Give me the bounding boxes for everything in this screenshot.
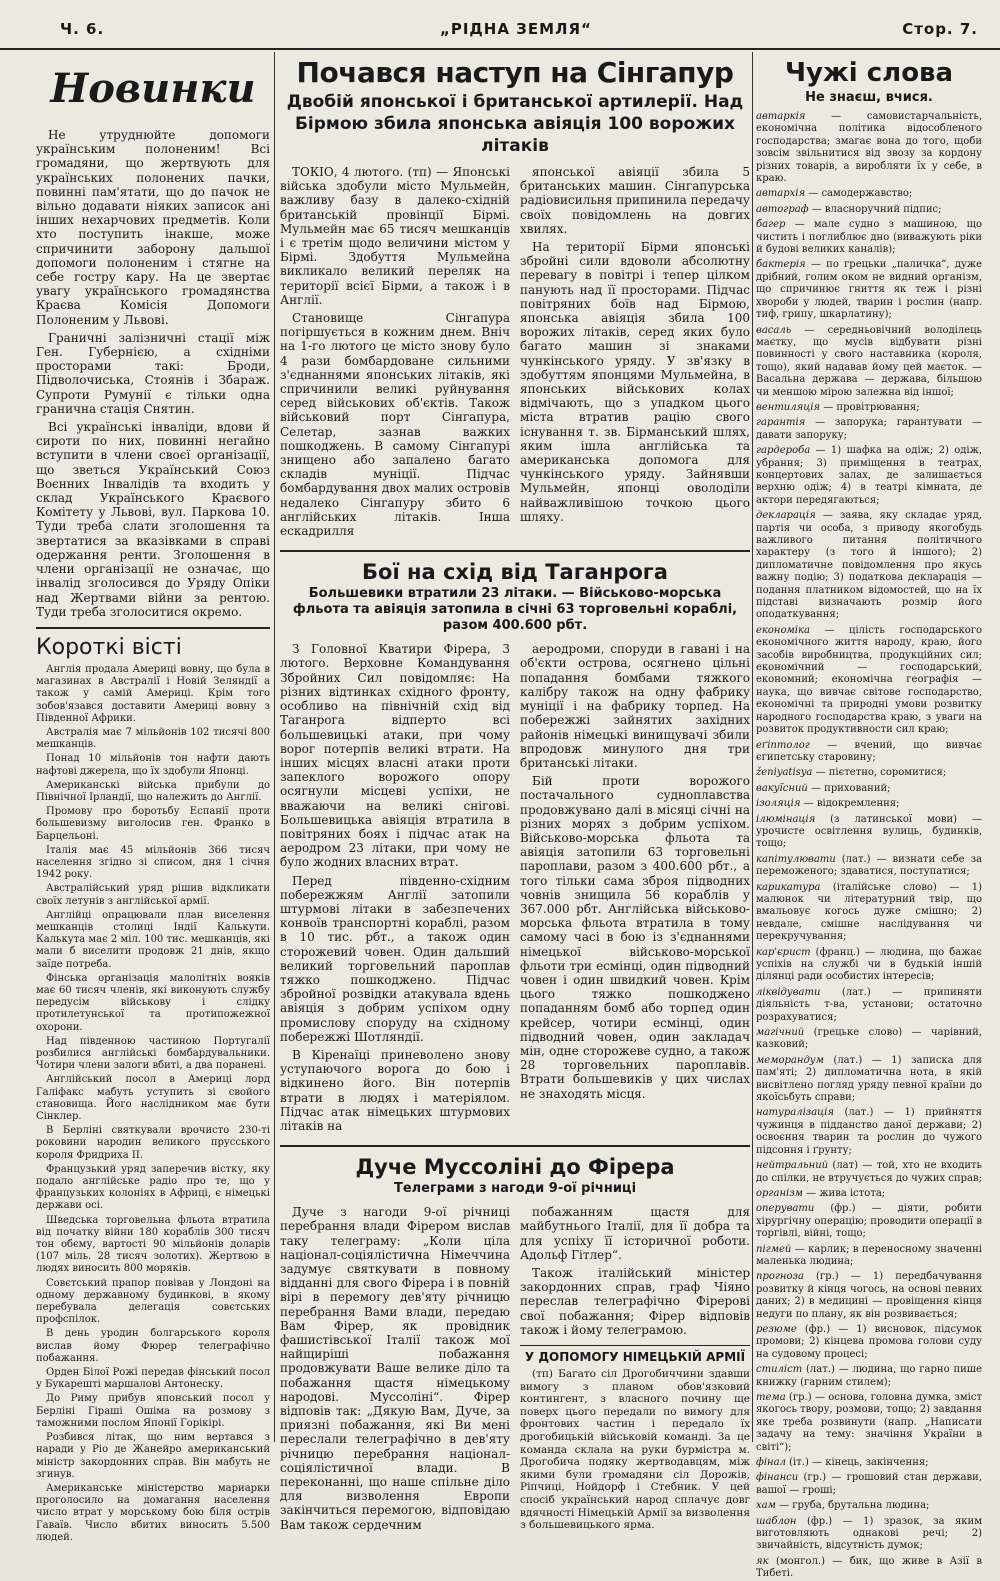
duce-article-left bbox=[280, 1205, 510, 1536]
glossary-term: карикатура bbox=[756, 881, 821, 893]
news-item: До Риму прибув японський посол у Берліні Гіраші Ошіма на розмову з таможними послом Японії Горікірі. bbox=[36, 1393, 270, 1429]
news-item: Американські війська прибули до Північної Ірландії, що належить до Англії. bbox=[36, 779, 270, 803]
news-item: В Берліні святкували врочисто 230-ті роковини народин великого прусського короля Фридриха II. bbox=[36, 1125, 270, 1161]
glossary-entry bbox=[756, 854, 982, 879]
glossary-definition: — самовистарчальність, економічна політика відособленого господарства; змагає вона до того, щоби зовсім звільнитися від звозу за кордону різних товарів, а виробляти їх у себе, в краю. bbox=[756, 111, 982, 185]
page-number: Стор. 7. bbox=[902, 20, 978, 38]
taganrog-headline: Бої на схід від Таганрога bbox=[280, 550, 750, 584]
glossary-entry bbox=[756, 417, 982, 442]
taganrog-article bbox=[280, 642, 750, 1137]
glossary-term: ліквідувати bbox=[756, 986, 821, 998]
glossary-definition: (фр.) — діяти, робити хірургічну операцію; проводити операції в торгівлі, війні, тощо; bbox=[756, 1203, 982, 1240]
glossary-term: натуралізація bbox=[756, 1107, 834, 1119]
glossary-entry bbox=[756, 259, 982, 321]
glossary-definition: (монгол.) — бик, що живе в Азії в Тибеті. bbox=[756, 1555, 982, 1580]
army-help-text: (тп) Багато сіл Дрогобиччини здавши вимогу з планом обов'язковий контингент, з власного почину ще поверх цього передали по вимогу для фронтових частин і передало їх дрогобицькій військовій команді. За це команда склала на руки бурмістра м. Дрогобича подяку жертводавцям, між якими були громадяни сіл Дорожів, Ріпчиці, Нойдорф і Стебник. У цей спосіб український народ сплачує довг вдячності Німецькій Армії за визволення з большевицького ярма. bbox=[520, 1368, 750, 1532]
glossary-term: багер bbox=[756, 219, 786, 231]
glossary-definition: — пієтетно, соромитися; bbox=[812, 767, 947, 779]
glossary-term: вентиляція bbox=[756, 401, 821, 413]
glossary-definition: (іт.) — кінець, закінчення; bbox=[785, 1457, 929, 1469]
glossary-term: кар'єрист bbox=[756, 946, 811, 958]
glossary-term: ізоляція bbox=[756, 798, 801, 810]
novynky-section bbox=[36, 128, 270, 619]
news-item: Американське міністерство мариарки проголосило на домагання населення число втрат у морському бою біля острів Гаваїв. Число вбитих виносить 5.500 людей. bbox=[36, 1482, 270, 1543]
glossary-definition: (лат.) — припиняти діяльність т-ва, установи; остаточно розрахуватися; bbox=[756, 986, 982, 1023]
column-divider bbox=[274, 52, 275, 1442]
glossary-definition: — провітрювання; bbox=[820, 401, 920, 413]
glossary-definition: (лат.) — 1) прийняття чужинця в підданство даної держави; 2) освоєння тварин та рослин до чужого підсоння і ґрунту; bbox=[756, 1107, 982, 1156]
glossary-entry bbox=[756, 1457, 982, 1469]
glossary-entry bbox=[756, 1027, 982, 1052]
glossary-entry bbox=[756, 1055, 982, 1105]
glossary-term: пігмей bbox=[756, 1243, 792, 1255]
glossary-term: капітулювати bbox=[756, 853, 836, 865]
news-item: Совєтський прапор повівав у Лондоні на одному державному будинкові, в якому перебувала делегація совєтських профспілок. bbox=[36, 1277, 270, 1326]
glossary-definition: (гр.) — 1) передбачування розвитку й кінця чогось, на основі певних даних; 2) в медицині — провіщення кінця недуги по плану, як він розвивається; bbox=[756, 1271, 982, 1320]
glossary-term: фінанси bbox=[756, 1472, 799, 1484]
news-item: Понад 10 мільйонів тон нафти дають нафтові джерела, що їх здобули Японці. bbox=[36, 753, 270, 777]
glossary-entry bbox=[756, 1188, 982, 1200]
glossary-term: шаблон bbox=[756, 1515, 797, 1527]
glossary-term: гардероба bbox=[756, 445, 811, 457]
duce-article-right-column bbox=[520, 1205, 750, 1536]
short-news-list bbox=[36, 664, 270, 1544]
glossary-list bbox=[756, 111, 982, 1581]
glossary-definition: (з латинської мови) — урочисте освітлення вулиць, будинків, тощо; bbox=[756, 813, 982, 850]
news-item: Французький уряд заперечив вістку, яку подало англійське радіо про те, що у французьких колоніях в Африці, є німецькі держави осі. bbox=[36, 1163, 270, 1212]
singapore-article-right bbox=[520, 165, 750, 542]
article-paragraph: В Кіренаїці приневолено знову уступаючого ворога до бою і відкинено його. Він потерпів втрати в людях і матеріялом. Підчас атак німецьких штурмових літаків на bbox=[280, 1047, 510, 1133]
masthead bbox=[0, 0, 1000, 50]
right-column bbox=[756, 50, 982, 1580]
glossary-entry bbox=[756, 882, 982, 944]
glossary-definition: (лат.) — 1) записка для пам'яті; 2) дипломатична нота, в якій висвітлено погляд уряду певної країни до якоїсьбуть справи; bbox=[756, 1054, 982, 1104]
glossary-entry bbox=[756, 111, 982, 185]
news-item: В день уродин болгарського короля вислав йому Фюрер телеграфічно побажання. bbox=[36, 1328, 270, 1364]
short-news-heading: Короткі вісті bbox=[36, 627, 270, 660]
glossary-term: автархія bbox=[756, 188, 806, 200]
glossary-term: оперувати bbox=[756, 1203, 815, 1215]
glossary-term: як bbox=[756, 1555, 769, 1567]
singapore-subheadline: Двобій японської і британської артилерії. Над Бірмою збила японська авіяція 100 ворожих літаків bbox=[286, 92, 744, 156]
glossary-entry bbox=[756, 740, 982, 765]
glossary-entry bbox=[756, 1107, 982, 1157]
glossary-definition: — запорука; гарантувати — давати запоруку; bbox=[756, 417, 982, 441]
glossary-term: стиліст bbox=[756, 1364, 803, 1376]
glossary-definition: — власноручний підпис; bbox=[808, 203, 942, 215]
glossary-entry bbox=[756, 1324, 982, 1361]
glossary-entry bbox=[756, 783, 982, 795]
glossary-term: автаркія bbox=[756, 111, 806, 122]
article-paragraph: ТОКІО, 4 лютого. (тп) — Японські війська здобули місто Мульмейн, важливу базу в далеко-східній британській провінції Бірмі. Мульмейн має 65 тисяч мешканців і є третім щодо величини містом у Бірмі. Здобуття Мульмейна викликало великий переляк на території всієї Бірми, а також і в Англії. bbox=[280, 165, 510, 307]
news-item: Над південною частиною Португалії розбилися англійські бомбардувальники. Чотири члени залоги вбиті, а два поранені. bbox=[36, 1035, 270, 1072]
news-item: Австралія має 7 мільйонів 102 тисячі 800 мешканців. bbox=[36, 726, 270, 751]
taganrog-article-left bbox=[280, 642, 510, 1137]
glossary-term: хам bbox=[756, 1500, 776, 1512]
glossary-term: фінал bbox=[756, 1457, 786, 1469]
glossary-title: Чужі слова bbox=[784, 58, 954, 88]
left-column bbox=[36, 50, 270, 1543]
glossary-entry bbox=[756, 1556, 982, 1581]
glossary-definition: (лат) — той, хто не входить до спілки, не втручується до чужих справ; bbox=[756, 1160, 982, 1184]
glossary-definition: (фр.) — 1) висновок, підсумок промови; 2) кінцева промова голови суду на судовому процесі; bbox=[756, 1323, 982, 1360]
glossary-term: організм bbox=[756, 1187, 803, 1199]
glossary-definition: — прихований; bbox=[807, 782, 891, 794]
singapore-article bbox=[280, 165, 750, 542]
glossary-definition: — 1) шафка на одіж; 2) одіж, убрання; 3) приміщення в театрах, концертових залах, де залишається верхню одіж; 4) в театрі кімната, де актори передягаються; bbox=[756, 445, 982, 506]
glossary-entry bbox=[756, 219, 982, 256]
news-item: Англійський посол в Америці лорд Галіфакс мабуть уступить зі свойого становища. Його наслідником має бути Сінклер. bbox=[36, 1074, 270, 1123]
glossary-term: меморандум bbox=[756, 1054, 824, 1066]
news-item: Промову про боротьбу Еспанії проти большевизму виголосив ген. Франко в Барцельоні. bbox=[36, 806, 270, 842]
novynky-paragraph: Граничні залізничні стації між Ген. Губернією, а східніми просторами такі: Броди, Підволочиська, Стоянів і Збараж. Супроти Румунії є тільки одна гранична стація Снятин. bbox=[36, 330, 270, 416]
news-item: Фінська організація малолітніх вояків має 60 тисяч членів, які виконують службу передусім військову і слідку протилетунської та протипожежної охорони. bbox=[36, 972, 270, 1033]
glossary-entry bbox=[756, 325, 982, 399]
news-item: Англія продала Америці вовну, що була в магазинах в Австралії і Новій Зеляндії а також у самій Америці. Крім того зобов'язався доставити Америці вовну з Південної Африки. bbox=[36, 663, 270, 724]
glossary-term: прогноза bbox=[756, 1271, 804, 1283]
glossary-term: бактерія bbox=[756, 259, 806, 271]
article-paragraph: побажанням щастя для майбутнього Італії, для її добра та для успіху її історичної роботи. Адольф Гітлер“. bbox=[520, 1205, 750, 1262]
glossary-term: ženiyatisya bbox=[756, 767, 813, 779]
article-paragraph: Також італійський міністер закордонних справ, граф Чіяно переслав телеграфічно Фірерові свої побажання; Фірер відповів також і йому телеграмою. bbox=[520, 1266, 750, 1337]
glossary-definition: — відокремлення; bbox=[800, 798, 900, 810]
glossary-entry bbox=[756, 814, 982, 851]
novynky-paragraph: Всі українські інваліди, вдови й сироти по них, повинні негайно вступити в члени своєї організації, що зветься Український Союз Воєнних Інвалідів та входить у склад Українського Краєвого Комітету у Львові, вул. Паркова 10. Туди треба слати зголошення та звертатися за вказівками в справі одержання ренти. Зголошення в члени організації не означає, що інвалід зголосився до Уряду Опіки над Жертвами війни за рентою. Туди треба зголоситися окремо. bbox=[36, 420, 270, 619]
glossary-definition: — жива істота; bbox=[802, 1187, 886, 1199]
glossary-entry bbox=[756, 1516, 982, 1553]
article-paragraph: На території Бірми японські збройні сили вдоволи абсолютну перевагу в повітрі і тепер цілком панують над її просторами. Підчас повітряних боїв над Бірмою, японська авіяція збила 100 ворожих літаків, серед яких було багато машин зі знаками чункінського уряду. У зв'язку в здобуттям японцями Мульмейна, в японських військових колах відмічають, що з упадком цього міста втратив рацію свого існування т. зв. Бірманський шлях, яким ішла англійська та американська допомога для чункінського уряду. Зайнявши Мульмейн, японці оволоділи найважливішою точкою цього шляху. bbox=[520, 240, 750, 524]
glossary-entry bbox=[756, 204, 982, 216]
novynky-logo: Новинки bbox=[50, 65, 256, 112]
glossary-entry bbox=[756, 1392, 982, 1454]
news-item: Розбився літак, що ним вертався з наради у Ріо де Жанейро американський міністр закордонних справ. Він мабуть не згинув. bbox=[36, 1432, 270, 1480]
issue-number: Ч. 6. bbox=[60, 20, 105, 38]
glossary-entry bbox=[756, 1500, 982, 1512]
taganrog-article-right bbox=[520, 642, 750, 1137]
glossary-entry bbox=[756, 947, 982, 984]
glossary-term: тема bbox=[756, 1392, 786, 1403]
center-column bbox=[280, 50, 750, 1532]
glossary-term: ілюмінація bbox=[756, 813, 816, 825]
glossary-term: економіка bbox=[756, 624, 810, 636]
glossary-term: автограф bbox=[756, 203, 809, 215]
duce-headline: Дуче Муссоліні до Фірера bbox=[280, 1145, 750, 1179]
duce-article bbox=[280, 1205, 750, 1536]
article-paragraph: Бій проти ворожого постачального судноплавства продовжувано далі в місяці січні на різних морях з добрим успіхом. Військово-морська фльота та авіяція затопили 63 торговельні пароплави, разом з 400.600 рбт., а того тільки сама зброя підводних човнів знищила 56 кораблів у 367.000 рбт. Англійська військово-морська фльота втратила в тому самому часі в бою із з'єднаннями німецької військово-морської фльоти три есмінці, один підводний човен і один швидкий човен. Крім цього тяжко пошкоджено попаданням бомб або торпед один крейсер, чотири есмінці, один підводний човен, один закладач мін, одне сторожеве судно, а також 28 торговельних пароплавів. Втрати большевиків у цих числах не знаходять місця. bbox=[520, 774, 750, 1101]
glossary-definition: (грецьке слово) — чарівний, казковий; bbox=[756, 1027, 982, 1051]
glossary-definition: — мале судно з машиною, що чистить і поглиблює дно (виважують ріки й будові великих каналів); bbox=[756, 219, 982, 256]
article-paragraph: японської авіяції збила 5 британських машин. Сінгапурська радіовисильня припинила передачу своїх повідомлень на довгих хвилях. bbox=[520, 165, 750, 236]
glossary-term: нейтральний bbox=[756, 1160, 829, 1172]
glossary-entry bbox=[756, 1364, 982, 1389]
glossary-definition: (італійське слово) — 1) малюнок чи літературний твір, що вмальовує когось дуже смішно; 2) невдале, смішне наслідування чи перекручування; bbox=[756, 881, 982, 943]
singapore-article-left bbox=[280, 165, 510, 542]
glossary-term: декларація bbox=[756, 510, 816, 522]
glossary-entry bbox=[756, 767, 982, 779]
column-divider bbox=[752, 52, 753, 1442]
article-paragraph: З Головної Кватири Фірера, 3 лютого. Верховне Командування Збройних Сил повідомляє: На різних відтинках східного фронту, особливо на північній схід від Таганрога відперто всі большевицькі атаки, при чому ворог потерпів великі втрати. На інших місцях власні атаки проти запеклого ворожого опору осягнули місцеві успіхи, не вважаючи на великі снігові. Большевицька авіяція втратила в повітряних боях і підчас атак на аеродром 23 літаки, при чому не було жодних власних втрат. bbox=[280, 642, 510, 870]
glossary-entry bbox=[756, 625, 982, 737]
glossary-definition: — самодержавство; bbox=[805, 188, 913, 200]
novynky-paragraph: Не утруднюйте допомоги українським полоненим! Всі громадяни, що жертвують для українських полонених пачки, повинні пам'ятати, що до пачок не вільно додавати ніяких записок ані інших нехарчових предметів. Коли хто поступить інакше, може спричинити заборону дальшої допомоги полоненим і стягне на себе гостру кару. На це звертає увагу українського громадянства Краєва Комісія Допомоги Полоненим у Львові. bbox=[36, 128, 270, 327]
news-item: Італія має 45 мільйонів 366 тисяч населення згідно зі списом, дня 1 січня 1942 року. bbox=[36, 844, 270, 881]
news-item: Англійці опрацювали план виселення мешканців столиці Індії Калькути. Калькута має 2 міл. 100 тис. мешканців, які мали б виселити продовж 21 днів, якщо заїде потреба. bbox=[36, 909, 270, 970]
news-item: Орден Білої Рожі передав фінський посол у Букарешті маршалові Антонеску. bbox=[36, 1367, 270, 1391]
glossary-entry bbox=[756, 798, 982, 810]
glossary-definition: (фр.) — 1) зразок, за яким виготовляють однакові речі; 2) звичайність, відсутність думок; bbox=[756, 1515, 982, 1552]
glossary-entry bbox=[756, 1472, 982, 1497]
glossary-definition: — вчений, що вивчає єгипетську старовину; bbox=[756, 739, 982, 763]
duce-article-right bbox=[520, 1205, 750, 1337]
glossary-term: гарантія bbox=[756, 417, 806, 429]
glossary-entry bbox=[756, 987, 982, 1024]
article-paragraph: Становище Сінгапура погіршується в кожним днем. Вніч на 1-го лютого це місто знову було 4 рази бомбардоване сильними з'єднаннями японських літаків, які спричинили великі руйнування серед військових об'єктів. Також військовий порт Сінгапура, Селетар, зазнав важких пошкоджень. В самому Сінгапурі знищено або запалено багато складів муніції. Підчас бомбардування двох малих островів недалеко Сінгапуру збито 6 англійських літаків. Інша ескадрилля bbox=[280, 311, 510, 539]
glossary-definition: (лат.) — визнати себе за переможеного; здаватися, поступатися; bbox=[756, 853, 982, 878]
glossary-definition: — груба, брутальна людина; bbox=[775, 1500, 930, 1512]
article-paragraph: Дуче з нагоди 9-ої річниці перебрання влади Фірером вислав таку телеграму: „Коли ціла націонал-соціялістична Німеччина задумує святкувати в повному відданні для свого Фірера і в повній вірі в перемогу дев'яту річницю перебрання Вами влади, передаю Вам Фірер, як провідник фашистівської Італії також мої найщиріші побажання продовжувати Ваше велике діло та побажання щастя німецькому народові. Муссоліні“. Фірер відповів так: „Дякую Вам, Дуче, за приязні побажання, які Ви мені переслали телеграфічно в дев'яту річницю перебрання націонал-соціялістичної влади. В переконанні, що наше спільне діло для визволення Европи закінчиться перемогою, відповідаю Вам також сердечним bbox=[280, 1205, 510, 1532]
news-item: Австралійський уряд рішив відкликати своїх летунів з англійської армії. bbox=[36, 883, 270, 907]
glossary-definition: (лат.) — людина, що гарно пише книжку (гарним стилем); bbox=[756, 1364, 982, 1388]
glossary-entry bbox=[756, 1271, 982, 1321]
glossary-definition: (франц.) — людина, що бажає успіхів на службі чи в будькій іншій ділянці ради особистих інтересів; bbox=[756, 946, 982, 983]
news-item: Шведська торговельна фльота втратила від початку війни 180 кораблів 300 тисяч тон обєму, вартості 90 мільйонів доларів (107 міль. 28 тисяч золотих). Жертвою в людях виносить 800 моряків. bbox=[36, 1214, 270, 1275]
glossary-definition: (гр.) — основа, головна думка, зміст якогось твору, розмови, тощо; 2) завдання яке треба розвинути (напр. „Написати задачу на тему: значіння України в світі“); bbox=[756, 1392, 982, 1453]
taganrog-subheadline: Большевики втратили 23 літаки. — Військово-морська фльота та авіяція затопила в січні 63 торговельні кораблі, разом 400.600 рбт. bbox=[292, 586, 738, 634]
glossary-term: резюме bbox=[756, 1323, 797, 1335]
glossary-term: магічний bbox=[756, 1027, 805, 1039]
glossary-entry bbox=[756, 1203, 982, 1240]
newspaper-name: „РІДНА ЗЕМЛЯ“ bbox=[440, 20, 592, 38]
glossary-entry bbox=[756, 445, 982, 507]
duce-subheadline: Телеграми з нагоди 9-ої річниці bbox=[393, 1181, 637, 1197]
army-help-heading: У ДОПОМОГУ НІМЕЦЬКІЙ АРМІЇ bbox=[524, 1350, 746, 1365]
glossary-term: васаль bbox=[756, 324, 792, 336]
glossary-entry bbox=[756, 1244, 982, 1269]
glossary-definition: — карлик; в переносному значенні маленька людина; bbox=[756, 1243, 982, 1267]
article-paragraph: Перед південно-східним побережжям Англії затопили штурмові літаки в забезпечених конвоїв транспортні кораблі, разом в 10 тис. рбт., а також один сторожевий човен. Один дальший великий торговельний пароплав тяжко пошкоджено. Підчас збройної розвідки атакувала вдень авіяція з добрим успіхом одну промислову споруду на східному побережжі Шотляндії. bbox=[280, 873, 510, 1044]
glossary-term: вакуїсний bbox=[756, 782, 808, 794]
glossary-entry bbox=[756, 510, 982, 622]
glossary-definition: — заява, яку складає уряд, партія чи особа, з приводу якогобудь важливого питання політичного характеру (з того й іншого); 2) дипломатичне повідомлення про якусь важну подію; 3) податкова декларація — подання платником відомостей, що на їх підставі визначають розмір його оподаткування; bbox=[756, 510, 982, 621]
glossary-definition: — цілість господарського економічного життя народу, краю, його засобів виробництва, продукційних сил; економічний — господарський, економний; економічна географія — наука, що вивчає світове господарство, економічні та природні умови розвитку народного господарства краю, з уваги на розвиток продуктивности сил краю; bbox=[756, 624, 982, 736]
army-help-box bbox=[520, 1345, 750, 1532]
singapore-headline: Почався наступ на Сінгапур bbox=[296, 56, 734, 89]
glossary-entry bbox=[756, 188, 982, 200]
glossary-entry bbox=[756, 1160, 982, 1185]
glossary-definition: (гр.) — грошовий стан держави, вашої — гроші; bbox=[756, 1472, 982, 1496]
glossary-definition: — по грецьки „паличка“, дуже дрібний, голим оком не видний організм, що спричинює гниття як теж і різні хвороби у людей, тварин і рослин (напр. тиф, грипу, шкарлатину); bbox=[756, 259, 982, 321]
article-paragraph: аеродроми, споруди в гавані і на об'єкти острова, осягнено цільні попадання бомбами тяжкого калібру також на одну фабрику муніції і на фабрику торпед. На побережжі зайнятих західних районів німецькі винищувачі збили впродовж минулого дня три британські літаки. bbox=[520, 642, 750, 770]
glossary-term: еґіптолог bbox=[756, 739, 810, 751]
glossary-definition: — середньовічний володілець маєтку, що мусів відбувати різні повинності у свого наставника (короля, тощо), який надавав йому цей маєток. — Васальна держава — держава, більшою чи меншою мірою залежна від іншої; bbox=[756, 324, 982, 398]
glossary-entry bbox=[756, 402, 982, 414]
glossary-subtitle: Не знаєш, вчися. bbox=[805, 90, 933, 105]
